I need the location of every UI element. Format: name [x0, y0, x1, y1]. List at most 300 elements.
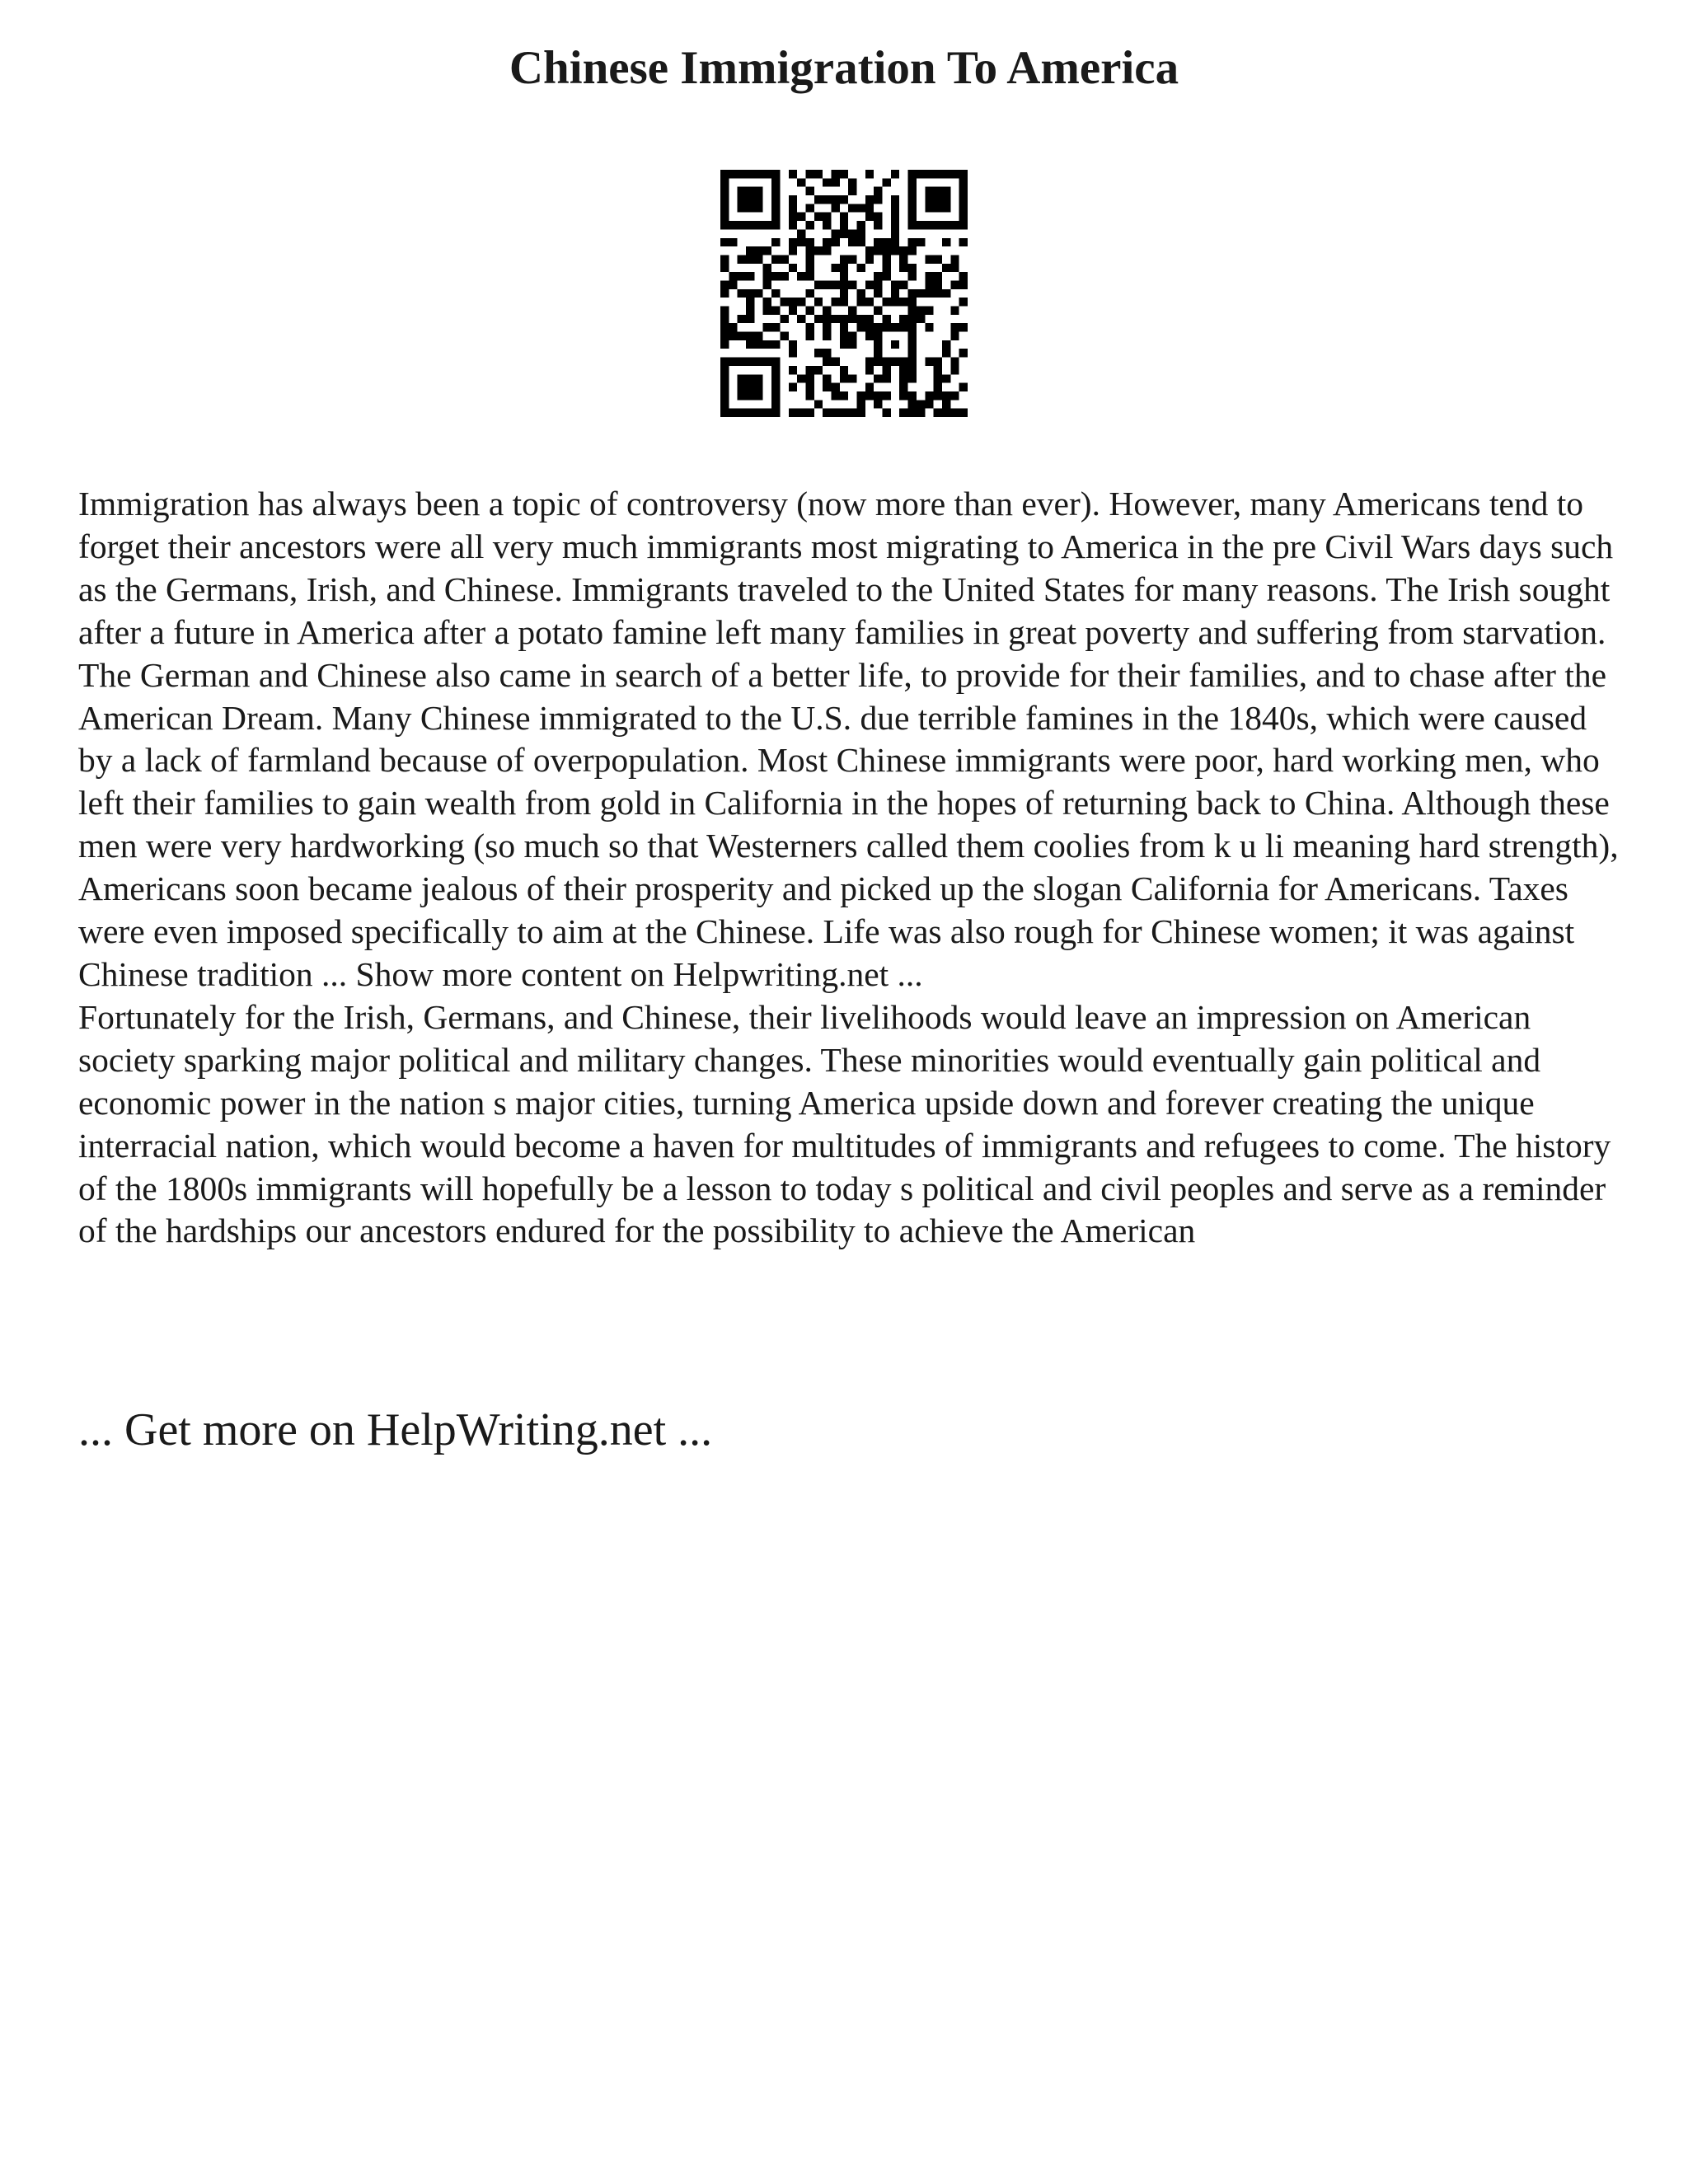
qr-module — [729, 170, 737, 178]
qr-module — [840, 264, 848, 272]
qr-module — [925, 289, 933, 298]
qr-module — [942, 238, 950, 246]
qr-module — [771, 178, 780, 186]
qr-module — [754, 409, 762, 417]
qr-module — [789, 204, 797, 212]
qr-module — [840, 229, 848, 237]
qr-module — [797, 178, 805, 186]
qr-module — [874, 323, 882, 331]
qr-module — [934, 221, 942, 229]
qr-module — [874, 238, 882, 246]
qr-module — [754, 289, 762, 298]
qr-module — [959, 195, 968, 204]
qr-module — [789, 349, 797, 357]
qr-module — [865, 332, 874, 340]
qr-module — [908, 178, 917, 186]
qr-module — [925, 221, 933, 229]
qr-module — [840, 409, 848, 417]
qr-module — [857, 315, 865, 323]
qr-module — [950, 170, 959, 178]
qr-module — [805, 409, 814, 417]
qr-module — [908, 213, 917, 221]
qr-module — [925, 280, 933, 288]
qr-module — [720, 213, 729, 221]
qr-module — [865, 170, 874, 178]
qr-module — [934, 366, 942, 374]
qr-module — [959, 383, 968, 391]
qr-module — [934, 409, 942, 417]
qr-module — [908, 332, 917, 340]
qr-module — [738, 332, 746, 340]
qr-module — [899, 358, 907, 366]
qr-module — [959, 204, 968, 212]
qr-module — [865, 213, 874, 221]
qr-module — [934, 272, 942, 280]
qr-module — [729, 272, 737, 280]
qr-module — [720, 204, 729, 212]
qr-module — [797, 298, 805, 306]
qr-module — [840, 366, 848, 374]
qr-module — [950, 332, 959, 340]
qr-module — [942, 349, 950, 357]
qr-module — [874, 195, 882, 204]
qr-module — [925, 323, 933, 331]
qr-module — [720, 374, 729, 382]
qr-module — [805, 255, 814, 263]
qr-module — [805, 246, 814, 255]
qr-module — [771, 187, 780, 195]
qr-module — [883, 323, 891, 331]
qr-module — [720, 391, 729, 400]
qr-module — [934, 187, 942, 195]
qr-module — [771, 391, 780, 400]
qr-module — [848, 238, 856, 246]
qr-module — [917, 289, 925, 298]
qr-module — [771, 289, 780, 298]
qr-module — [840, 374, 848, 382]
qr-module — [797, 229, 805, 237]
qr-module — [814, 213, 823, 221]
paragraph-1: Immigration has always been a topic of controversy (now more than ever). However, many Americans tend to forget their ancestors were all very much immigrants most migrating to America in the pre Civil Wars days such as the Germans, Irish, and Chinese. Immigrants traveled to the United States for many reasons. The Irish sought after a future in America after a potato famine left many families in great poverty and suffering from starvation. The German and Chinese also came in search of a better life, to provide for their families, and to chase after the American Dream. Many Chinese immigrated to the U.S. due terrible famines in the 1840s, which were caused by a lack of farmland because of overpopulation. Most Chinese immigrants were poor, hard working men, who left their families to gain wealth from gold in California in the hopes of returning back to China. Although these men were very hardworking (so much so that Westerners called them coolies from k u li meaning hard strength), Americans soon became jealous of their prosperity and picked up the slogan California for Americans. Taxes were even imposed specifically to aim at the Chinese. Life was also rough for Chinese women; it was against Chinese tradition ... Show more content on Helpwriting.net ... — [78, 485, 1619, 993]
qr-module — [950, 391, 959, 400]
qr-module — [857, 409, 865, 417]
qr-module — [908, 204, 917, 212]
qr-module — [754, 391, 762, 400]
qr-module — [738, 358, 746, 366]
qr-module — [746, 221, 754, 229]
qr-module — [746, 187, 754, 195]
qr-module — [865, 391, 874, 400]
qr-module — [814, 280, 823, 288]
qr-module — [874, 307, 882, 315]
qr-module — [848, 409, 856, 417]
qr-module — [857, 391, 865, 400]
qr-module — [771, 195, 780, 204]
qr-module — [805, 170, 814, 178]
qr-module — [789, 238, 797, 246]
qr-module — [771, 400, 780, 408]
qr-module — [789, 221, 797, 229]
qr-module — [908, 289, 917, 298]
qr-module — [883, 315, 891, 323]
qr-code-graphic — [720, 170, 968, 417]
qr-module — [780, 255, 788, 263]
qr-module — [771, 340, 780, 349]
qr-module — [908, 349, 917, 357]
qr-module — [908, 170, 917, 178]
qr-module — [771, 272, 780, 280]
qr-module — [917, 170, 925, 178]
qr-module — [848, 340, 856, 349]
qr-module — [874, 391, 882, 400]
qr-module — [865, 280, 874, 288]
qr-module — [925, 255, 933, 263]
qr-module — [950, 307, 959, 315]
qr-module — [814, 298, 823, 306]
qr-module — [857, 238, 865, 246]
qr-module — [925, 307, 933, 315]
qr-module — [908, 409, 917, 417]
qr-module — [891, 238, 899, 246]
qr-module — [763, 221, 771, 229]
qr-module — [959, 221, 968, 229]
qr-module — [771, 213, 780, 221]
qr-module — [883, 272, 891, 280]
qr-module — [942, 221, 950, 229]
qr-module — [908, 264, 917, 272]
qr-module — [908, 391, 917, 400]
qr-module — [729, 238, 737, 246]
qr-module — [917, 238, 925, 246]
qr-module — [934, 204, 942, 212]
qr-module — [874, 340, 882, 349]
qr-module — [763, 264, 771, 272]
qr-module — [883, 255, 891, 263]
qr-module — [925, 391, 933, 400]
qr-module — [959, 170, 968, 178]
qr-module — [908, 340, 917, 349]
qr-module — [720, 400, 729, 408]
qr-module — [865, 246, 874, 255]
qr-module — [771, 204, 780, 212]
qr-module — [823, 323, 831, 331]
qr-module — [763, 323, 771, 331]
qr-module — [908, 323, 917, 331]
qr-module — [754, 195, 762, 204]
qr-module — [865, 204, 874, 212]
qr-code[interactable] — [720, 170, 968, 417]
qr-module — [908, 400, 917, 408]
qr-module — [857, 264, 865, 272]
qr-module — [891, 195, 899, 204]
qr-module — [823, 280, 831, 288]
qr-module — [797, 213, 805, 221]
qr-module — [738, 170, 746, 178]
qr-module — [874, 358, 882, 366]
qr-module — [763, 340, 771, 349]
qr-module — [891, 204, 899, 212]
qr-module — [831, 178, 839, 186]
qr-module — [942, 264, 950, 272]
qr-module — [823, 374, 831, 382]
qr-module — [840, 323, 848, 331]
qr-module — [950, 323, 959, 331]
qr-module — [763, 298, 771, 306]
qr-module — [908, 358, 917, 366]
qr-module — [754, 374, 762, 382]
qr-module — [805, 204, 814, 212]
qr-module — [874, 332, 882, 340]
qr-module — [942, 195, 950, 204]
qr-module — [789, 213, 797, 221]
qr-module — [899, 246, 907, 255]
qr-module — [823, 195, 831, 204]
qr-module — [746, 340, 754, 349]
qr-module — [874, 280, 882, 288]
qr-module — [720, 178, 729, 186]
qr-module — [891, 280, 899, 288]
qr-module — [805, 272, 814, 280]
qr-module — [891, 298, 899, 306]
qr-module — [942, 374, 950, 382]
qr-module — [840, 298, 848, 306]
qr-module — [840, 255, 848, 263]
qr-module — [805, 187, 814, 195]
qr-module — [857, 323, 865, 331]
qr-module — [738, 315, 746, 323]
qr-module — [814, 195, 823, 204]
qr-module — [763, 246, 771, 255]
qr-module — [934, 289, 942, 298]
qr-module — [891, 358, 899, 366]
paragraph-2: Fortunately for the Irish, Germans, and Chinese, their livelihoods would leave an impression on American society sparking major political and military changes. These minorities would eventually gain political and economic power in the nation s major cities, turning America upside down and forever creating the unique interracial nation, which would become a haven for multitudes of immigrants and refugees to come. The history of the 1800s immigrants will hopefully be a lesson to today s political and civil peoples and serve as a reminder of the hardships our ancestors endured for the possibility to achieve the American — [78, 997, 1611, 1250]
qr-module — [891, 289, 899, 298]
qr-module — [738, 221, 746, 229]
qr-module — [831, 195, 839, 204]
qr-module — [789, 340, 797, 349]
qr-module — [814, 315, 823, 323]
qr-module — [899, 366, 907, 374]
qr-module — [771, 374, 780, 382]
get-more-link[interactable]: ... Get more on HelpWriting.net ... — [78, 1404, 713, 1455]
qr-module — [883, 374, 891, 382]
qr-module — [746, 383, 754, 391]
qr-module — [720, 289, 729, 298]
qr-module — [942, 409, 950, 417]
qr-module — [959, 298, 968, 306]
qr-module — [720, 238, 729, 246]
qr-module — [840, 289, 848, 298]
qr-module — [805, 238, 814, 246]
qr-module — [934, 383, 942, 391]
qr-module — [831, 298, 839, 306]
qr-module — [917, 307, 925, 315]
qr-module — [934, 374, 942, 382]
qr-module — [934, 195, 942, 204]
qr-module — [874, 289, 882, 298]
qr-module — [848, 374, 856, 382]
qr-module — [865, 358, 874, 366]
qr-module — [942, 204, 950, 212]
qr-module — [934, 255, 942, 263]
qr-module — [874, 187, 882, 195]
qr-module — [729, 332, 737, 340]
qr-module — [950, 221, 959, 229]
qr-module — [950, 255, 959, 263]
qr-module — [789, 298, 797, 306]
qr-module — [805, 332, 814, 340]
qr-module — [738, 289, 746, 298]
qr-module — [848, 229, 856, 237]
qr-module — [823, 238, 831, 246]
qr-module — [780, 332, 788, 340]
qr-module — [917, 400, 925, 408]
qr-module — [865, 195, 874, 204]
qr-module — [848, 255, 856, 263]
qr-module — [797, 374, 805, 382]
qr-module — [754, 246, 762, 255]
qr-module — [959, 349, 968, 357]
qr-module — [771, 221, 780, 229]
qr-module — [917, 315, 925, 323]
qr-module — [780, 315, 788, 323]
qr-module — [746, 246, 754, 255]
qr-module — [848, 280, 856, 288]
qr-module — [891, 246, 899, 255]
qr-module — [789, 307, 797, 315]
qr-module — [950, 366, 959, 374]
qr-module — [771, 409, 780, 417]
qr-module — [840, 332, 848, 340]
qr-module — [720, 383, 729, 391]
qr-module — [746, 298, 754, 306]
qr-module — [831, 315, 839, 323]
qr-module — [831, 358, 839, 366]
qr-module — [746, 204, 754, 212]
qr-module — [729, 409, 737, 417]
qr-module — [720, 221, 729, 229]
qr-module — [754, 204, 762, 212]
qr-module — [823, 213, 831, 221]
qr-module — [899, 391, 907, 400]
qr-module — [814, 366, 823, 374]
qr-module — [780, 272, 788, 280]
qr-module — [720, 264, 729, 272]
qr-module — [814, 170, 823, 178]
qr-module — [763, 358, 771, 366]
qr-module — [899, 264, 907, 272]
qr-module — [883, 409, 891, 417]
qr-module — [840, 391, 848, 400]
qr-module — [746, 195, 754, 204]
qr-module — [831, 280, 839, 288]
qr-module — [831, 170, 839, 178]
qr-module — [754, 170, 762, 178]
qr-module — [857, 400, 865, 408]
qr-module — [831, 391, 839, 400]
qr-module — [771, 366, 780, 374]
qr-module — [823, 358, 831, 366]
qr-module — [738, 204, 746, 212]
qr-module — [789, 409, 797, 417]
qr-module — [720, 315, 729, 323]
qr-module — [917, 221, 925, 229]
qr-module — [950, 280, 959, 288]
qr-module — [763, 280, 771, 288]
qr-module — [797, 315, 805, 323]
qr-module — [865, 383, 874, 391]
qr-module — [771, 307, 780, 315]
qr-module — [805, 289, 814, 298]
qr-module — [934, 358, 942, 366]
qr-module — [899, 315, 907, 323]
qr-module — [891, 213, 899, 221]
qr-module — [789, 366, 797, 374]
qr-module — [754, 358, 762, 366]
qr-module — [959, 213, 968, 221]
qr-module — [848, 315, 856, 323]
qr-module — [899, 374, 907, 382]
qr-module — [738, 195, 746, 204]
qr-module — [840, 315, 848, 323]
qr-module — [729, 358, 737, 366]
qr-module — [874, 246, 882, 255]
qr-module — [823, 332, 831, 340]
qr-module — [865, 315, 874, 323]
qr-module — [908, 246, 917, 255]
qr-module — [823, 178, 831, 186]
qr-module — [729, 221, 737, 229]
qr-module — [771, 383, 780, 391]
qr-module — [840, 340, 848, 349]
qr-module — [720, 187, 729, 195]
qr-module — [917, 409, 925, 417]
qr-module — [925, 170, 933, 178]
qr-module — [874, 213, 882, 221]
qr-module — [840, 280, 848, 288]
qr-module — [959, 409, 968, 417]
qr-module — [754, 187, 762, 195]
qr-module — [823, 246, 831, 255]
qr-module — [720, 366, 729, 374]
qr-module — [857, 298, 865, 306]
qr-module — [883, 264, 891, 272]
qr-module — [840, 213, 848, 221]
qr-module — [925, 272, 933, 280]
qr-module — [942, 340, 950, 349]
qr-module — [883, 246, 891, 255]
qr-module — [840, 272, 848, 280]
qr-module — [738, 255, 746, 263]
qr-module — [883, 358, 891, 366]
qr-module — [789, 195, 797, 204]
qr-module — [754, 340, 762, 349]
qr-module — [823, 409, 831, 417]
qr-module — [746, 307, 754, 315]
qr-module — [857, 229, 865, 237]
qr-module — [934, 391, 942, 400]
qr-module — [823, 349, 831, 357]
qr-module — [865, 366, 874, 374]
qr-module — [908, 272, 917, 280]
qr-module — [848, 332, 856, 340]
qr-module — [908, 366, 917, 374]
qr-module — [823, 315, 831, 323]
qr-module — [720, 170, 729, 178]
qr-module — [908, 187, 917, 195]
qr-module — [865, 323, 874, 331]
qr-module — [720, 255, 729, 263]
